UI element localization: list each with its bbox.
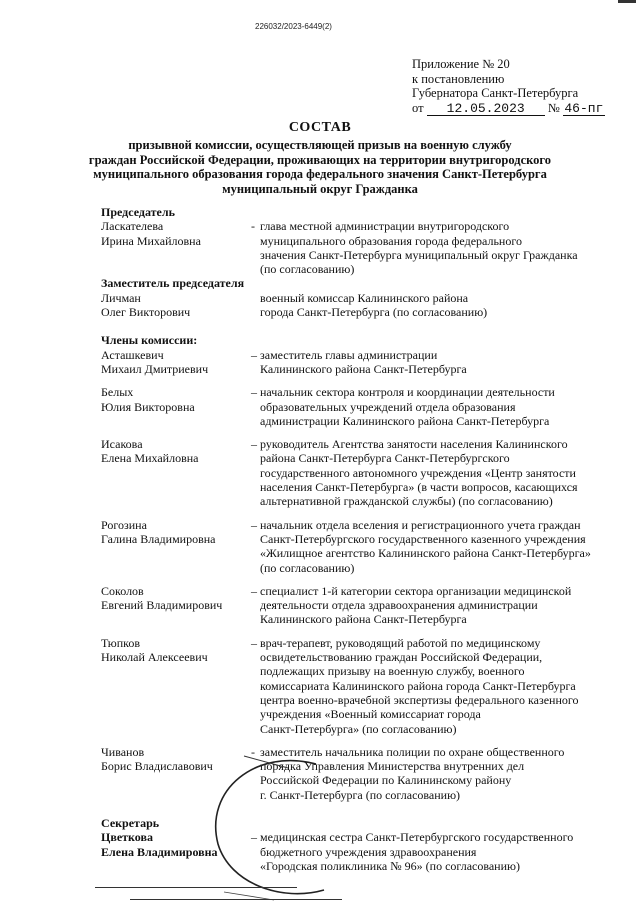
- document-title: СОСТАВ: [288, 120, 352, 135]
- surname: Исакова: [101, 437, 143, 452]
- desc-line: муниципального образования города федерального: [260, 233, 522, 248]
- signature-line: [95, 887, 297, 888]
- person-name: [101, 385, 251, 428]
- document-subtitle: [80, 138, 560, 196]
- position-description: [260, 385, 605, 428]
- desc-line: населения Санкт-Петербурга» (в части вопросов, касающихся: [260, 480, 578, 495]
- position-description: [260, 437, 605, 508]
- position-description: [260, 584, 605, 627]
- spacer: [101, 319, 621, 333]
- desc-line: «Городская поликлиника № 96» (по согласованию): [260, 858, 520, 873]
- surname: Ласкателева: [101, 219, 164, 234]
- given-names: Елена Владимировна: [101, 844, 218, 859]
- desc-line: начальник сектора контроля и координации деятельности: [260, 385, 555, 400]
- member-entry: [101, 348, 621, 377]
- desc-line: Санкт-Петербурга» (по согласованию): [260, 721, 457, 736]
- person-name: [101, 219, 251, 276]
- desc-line: Калининского района Санкт-Петербурга: [260, 361, 467, 376]
- deputy-heading: Заместитель председателя: [101, 276, 245, 291]
- person-name: [101, 437, 251, 508]
- desc-line: «Жилищное агентство Калининского района Санкт-Петербурга»: [260, 546, 591, 561]
- desc-line: (по согласованию): [260, 262, 355, 277]
- desc-line: порядка Управления Министерства внутренних дел: [260, 759, 525, 774]
- desc-line: врач-терапевт, руководящий работой по медицинскому: [260, 635, 541, 650]
- members-list: [101, 348, 621, 802]
- desc-line: заместитель главы администрации: [260, 347, 438, 362]
- given-names: Елена Михайловна: [101, 451, 199, 466]
- person-name: [101, 348, 251, 377]
- given-names: Юлия Викторовна: [101, 399, 195, 414]
- deputy-entry: [101, 291, 621, 320]
- dash: –: [251, 517, 257, 532]
- desc-line: глава местной администрации внутригородского: [260, 219, 510, 234]
- desc-line: альтернативной гражданской службы) (по согласованию): [260, 494, 553, 509]
- desc-line: г. Санкт-Петербурга (по согласованию): [260, 787, 461, 802]
- desc-line: комиссариата Калининского района города Санкт-Петербурга: [260, 678, 576, 693]
- given-names: Борис Владиславович: [101, 759, 213, 774]
- surname: Чиванов: [101, 744, 145, 759]
- given-names: Николай Алексеевич: [101, 650, 208, 665]
- desc-line: медицинская сестра Санкт-Петербургского государственного: [260, 830, 574, 845]
- members-heading: Члены комиссии:: [101, 333, 198, 348]
- appendix-line3: Губернатора Санкт-Петербурга: [412, 86, 579, 100]
- desc-line: Санкт-Петербургского государственного казенного учреждения: [260, 531, 586, 546]
- dash: –: [251, 635, 257, 650]
- person-name: [101, 518, 251, 575]
- number-value: 46-пг: [564, 100, 604, 116]
- member-entry: [101, 385, 621, 428]
- member-entry: [101, 437, 621, 508]
- desc-line: (по согласованию): [260, 560, 355, 575]
- desc-line: освидетельствованию граждан Российской Федерации,: [260, 650, 543, 665]
- dash: -: [251, 219, 255, 234]
- person-name: [101, 636, 251, 736]
- desc-line: начальник отдела вселения и регистрационного учета граждан: [260, 517, 581, 532]
- signature-line: [130, 899, 342, 900]
- dash: -: [251, 744, 255, 759]
- document-number: 226032/2023-6449(2): [255, 22, 332, 31]
- position-description: [260, 219, 605, 276]
- desc-line: деятельности отдела здравоохранения администрации: [260, 598, 538, 613]
- desc-line: центра военно-врачебной экспертизы федерального казенного: [260, 692, 579, 707]
- member-entry: [101, 636, 621, 736]
- chairman-entry: [101, 219, 621, 276]
- position-description: [260, 348, 605, 377]
- member-entry: [101, 518, 621, 575]
- desc-line: государственного автономного учреждения «Центр занятости: [260, 465, 576, 480]
- position-description: [260, 636, 605, 736]
- position-description: [260, 518, 605, 575]
- desc-line: Калининского района Санкт-Петербурга: [260, 612, 467, 627]
- given-names: Олег Викторович: [101, 305, 191, 320]
- date-prefix: от: [412, 100, 424, 115]
- dash: [251, 291, 260, 320]
- surname: Личман: [101, 290, 141, 305]
- subtitle-line: муниципальный округ Гражданка: [222, 181, 418, 196]
- desc-line: подлежащих призыву на военную службу, военного: [260, 664, 525, 679]
- chairman-heading: Председатель: [101, 205, 175, 219]
- member-entry: [101, 584, 621, 627]
- surname: Соколов: [101, 583, 144, 598]
- dash: –: [251, 830, 257, 845]
- number-prefix: №: [547, 100, 560, 115]
- desc-line: образовательных учреждений отдела образования: [260, 399, 516, 414]
- secretary-heading: Секретарь: [101, 815, 160, 830]
- dash: –: [251, 583, 257, 598]
- desc-line: Российской Федерации по Калининскому району: [260, 773, 512, 788]
- person-name: [101, 291, 251, 320]
- dash: –: [251, 437, 257, 452]
- desc-line: администрации Калининского района Санкт-Петербурга: [260, 413, 550, 428]
- surname: Тюпков: [101, 635, 141, 650]
- desc-line: заместитель начальника полиции по охране общественного: [260, 744, 565, 759]
- surname: Цветкова: [101, 830, 153, 845]
- appendix-line1: Приложение № 20: [412, 57, 510, 71]
- desc-line: учреждения «Военный комиссариат города: [260, 707, 481, 722]
- desc-line: района Санкт-Петербурга Санкт-Петербургского: [260, 451, 510, 466]
- subtitle-line: граждан Российской Федерации, проживающих на территории внутригородского: [88, 152, 552, 167]
- dash: –: [251, 385, 257, 400]
- desc-line: города Санкт-Петербурга (по согласованию): [260, 305, 488, 320]
- given-names: Галина Владимировна: [101, 531, 216, 546]
- subtitle-line: призывной комиссии, осуществляющей призыв на военную службу: [128, 138, 512, 152]
- person-name: [101, 584, 251, 627]
- corner-mark: [618, 0, 636, 3]
- subtitle-line: муниципального образования города федерального значения Санкт-Петербурга: [93, 167, 547, 181]
- appendix-block: [412, 57, 605, 116]
- given-names: Ирина Михайловна: [101, 233, 201, 248]
- position-description: [260, 291, 605, 320]
- desc-line: военный комиссар Калининского района: [260, 290, 469, 305]
- dash: –: [251, 347, 257, 362]
- desc-line: бюджетного учреждения здравоохранения: [260, 844, 477, 859]
- desc-line: специалист 1-й категории сектора организации медицинской: [260, 583, 572, 598]
- desc-line: значения Санкт-Петербурга муниципальный округ Гражданка: [260, 247, 578, 262]
- given-names: Евгений Владимирович: [101, 598, 223, 613]
- surname: Асташкевич: [101, 347, 164, 362]
- appendix-date-row: [412, 101, 605, 116]
- stamp-signature-mark: [196, 752, 371, 902]
- appendix-line2: к постановлению: [412, 71, 505, 86]
- surname: Белых: [101, 385, 134, 400]
- date-value: 12.05.2023: [427, 102, 545, 116]
- surname: Рогозина: [101, 517, 147, 532]
- given-names: Михаил Дмитриевич: [101, 361, 209, 376]
- desc-line: руководитель Агентства занятости населения Калининского: [260, 437, 568, 452]
